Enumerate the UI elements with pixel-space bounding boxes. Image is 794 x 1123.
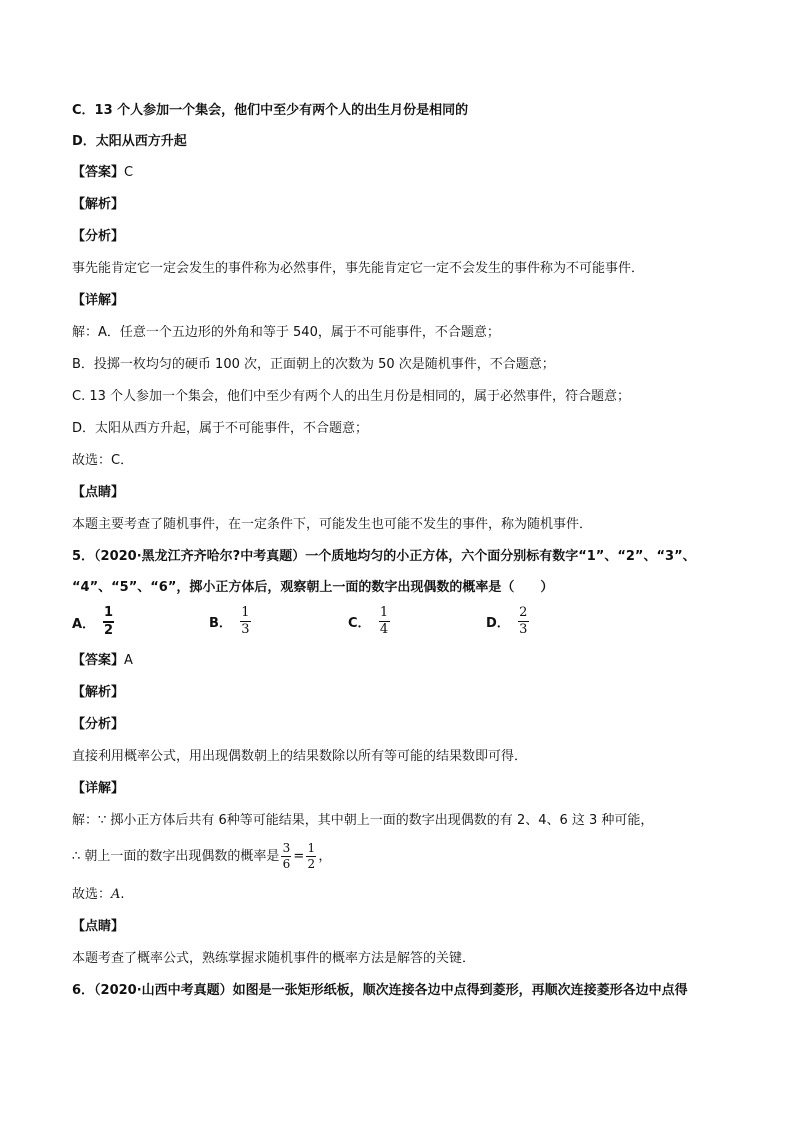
analysis-heading-1: 【解析】	[72, 197, 125, 212]
choose-prefix: 故选：	[72, 887, 112, 902]
solution-b: B．投掷一枚均匀的硬币 100 次，正面朝上的次数为 50 次是随机事件，不合题意；	[72, 357, 555, 372]
fraction-numerator: 1	[307, 841, 316, 855]
question-option-d: D．太阳从西方升起	[72, 134, 187, 149]
fenxi-heading-2: 【分析】	[72, 717, 125, 732]
option-a-denominator: 2	[104, 623, 114, 638]
dianjing-heading-2: 【点睛】	[72, 919, 125, 934]
dianjing-text-1: 本题主要考查了随机事件，在一定条件下，可能发生也可能不发生的事件，称为随机事件．	[72, 517, 593, 532]
option-d-label: D．	[486, 616, 510, 631]
option-d-fraction	[518, 606, 529, 637]
dianjing-heading-1: 【点睛】	[72, 485, 125, 500]
solution2-line-2	[72, 842, 331, 871]
option-b-label: B．	[209, 616, 232, 631]
option-d	[486, 606, 529, 637]
xiangjie-heading-2: 【详解】	[72, 781, 125, 796]
answer-label: 【答案】	[72, 653, 125, 668]
option-a-numerator: 1	[104, 605, 114, 620]
solution2-line-2-prefix: ∴ 朝上一面的数字出现偶数的概率是	[72, 848, 280, 864]
fenxi-text-2: 直接利用概率公式，用出现偶数朝上的结果数除以所有等可能的结果数即可得．	[72, 749, 528, 764]
option-b	[209, 606, 251, 637]
solution-d: D．太阳从西方升起，属于不可能事件，不合题意；	[72, 421, 369, 436]
answer-line-1	[72, 164, 133, 182]
fenxi-heading-1: 【分析】	[72, 229, 125, 244]
fraction-3-6	[281, 842, 291, 871]
answer-line-2	[72, 652, 133, 670]
solution-a: 解：A．任意一个五边形的外角和等于 540，属于不可能事件，不合题意；	[72, 325, 500, 340]
choose-line-1: 故选：C．	[72, 453, 134, 468]
option-a-label: A．	[72, 616, 96, 632]
option-a-fraction	[103, 606, 114, 638]
solution-c: C. 13 个人参加一个集会，他们中至少有两个人的出生月份是相同的，属于必然事件，符合题意；	[72, 389, 631, 404]
analysis-heading-2: 【解析】	[72, 685, 125, 700]
choose-line-2	[72, 886, 125, 904]
dianjing-text-2: 本题考查了概率公式，熟练掌握求随机事件的概率方法是解答的关键．	[72, 951, 476, 966]
option-b-denominator: 3	[241, 622, 250, 637]
solution2-line-2-suffix: ，	[318, 848, 332, 864]
question-5-line-1: 5．（2020·黑龙江齐齐哈尔?中考真题）一个质地均匀的小正方体，六个面分别标有数字“1”、“2”、“3”、	[72, 549, 696, 564]
answer-value: C	[124, 165, 134, 180]
choose-suffix: .	[120, 887, 125, 902]
question-5-line-2: “4”、“5”、“6”，掷小正方体后，观察朝上一面的数字出现偶数的概率是（ ）	[72, 580, 554, 595]
fraction-denominator: 2	[307, 857, 316, 871]
question-6-line-1: 6．（2020·山西中考真题）如图是一张矩形纸板，顺次连接各边中点得到菱形，再顺次连接菱形各边中点得	[72, 983, 688, 998]
option-c-label: C．	[348, 616, 371, 631]
choose-value: A	[111, 887, 121, 902]
answer-label: 【答案】	[72, 165, 125, 180]
fraction-1-2	[306, 842, 316, 871]
fraction-denominator: 6	[282, 857, 291, 871]
answer-value: A	[124, 653, 133, 668]
option-c-denominator: 4	[379, 622, 389, 637]
equals-sign: =	[293, 848, 305, 864]
option-b-numerator: 1	[241, 605, 250, 620]
fenxi-text-1: 事先能肯定它一定会发生的事件称为必然事件，事先能肯定它一定不会发生的事件称为不可能事件．	[72, 261, 645, 276]
solution2-line-1: 解：∵ 掷小正方体后共有 6种等可能结果，其中朝上一面的数字出现偶数的有 2、4、6 这 3 种可能，	[72, 813, 654, 828]
option-d-numerator: 2	[519, 605, 528, 620]
option-c	[348, 606, 390, 637]
option-a	[72, 606, 114, 638]
fraction-numerator: 3	[282, 841, 291, 855]
option-c-numerator: 1	[379, 605, 389, 620]
xiangjie-heading-1: 【详解】	[72, 293, 125, 308]
option-d-denominator: 3	[519, 622, 528, 637]
option-c-fraction	[379, 606, 390, 637]
option-b-fraction	[240, 606, 251, 637]
question-option-c: C．13 个人参加一个集会，他们中至少有两个人的出生月份是相同的	[72, 103, 469, 118]
